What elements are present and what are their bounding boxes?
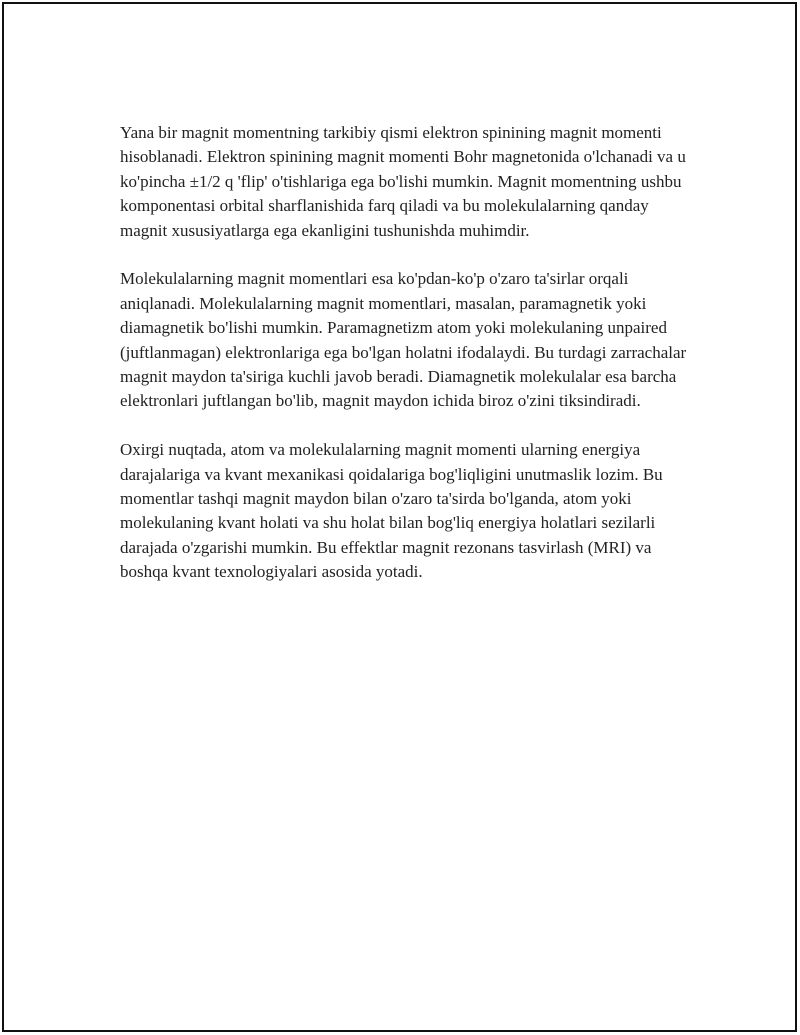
paragraph-molecular-magnetic-moments: Molekulalarning magnit momentlari esa ko'pdan-ko'p o'zaro ta'sirlar orqali aniqlanadi. Molekulalarning magnit momentlari, masalan, paramagnetik yoki diamagnetik bo'lishi mumkin. Paramagnetizm atom yoki molekulaning unpaired (juftlanmagan) elektronlariga ega bo'lgan holatni ifodalaydi. Bu turdagi zarrachalar magnit maydon ta'siriga kuchli javob beradi. Diamagnetik molekulalar esa barcha elektronlari juftlangan bo'lib, magnit maydon ichida biroz o'zini tiksindiradi. [120,269,687,411]
document-body [120,121,700,609]
paragraph-spin-magnetic-moment: Yana bir magnit momentning tarkibiy qismi elektron spinining magnit momenti hisoblanadi. Elektron spinining magnit momenti Bohr magnetonida o'lchanadi va u ko'pincha ±1/2 q 'flip' o'tishlariga ega bo'lishi mumkin. Magnit momentning ushbu komponentasi orbital sharflanishida farq qiladi va bu molekulalarning qanday magnit xususiyatlarga ega ekanligini tushunishda muhimdir. [120,123,686,240]
paragraph-quantum-energy-levels: Oxirgi nuqtada, atom va molekulalarning magnit momenti ularning energiya darajalariga va kvant mexanikasi qoidalariga bog'liqligini unutmaslik lozim. Bu momentlar tashqi magnit maydon bilan o'zaro ta'sirda bo'lganda, atom yoki molekulaning kvant holati va shu holat bilan bog'liq energiya holatlari sezilarli darajada o'zgarishi mumkin. Bu effektlar magnit rezonans tasvirlash (MRI) va boshqa kvant texnologiyalari asosida yotadi. [120,440,663,582]
page-frame [2,2,797,1032]
